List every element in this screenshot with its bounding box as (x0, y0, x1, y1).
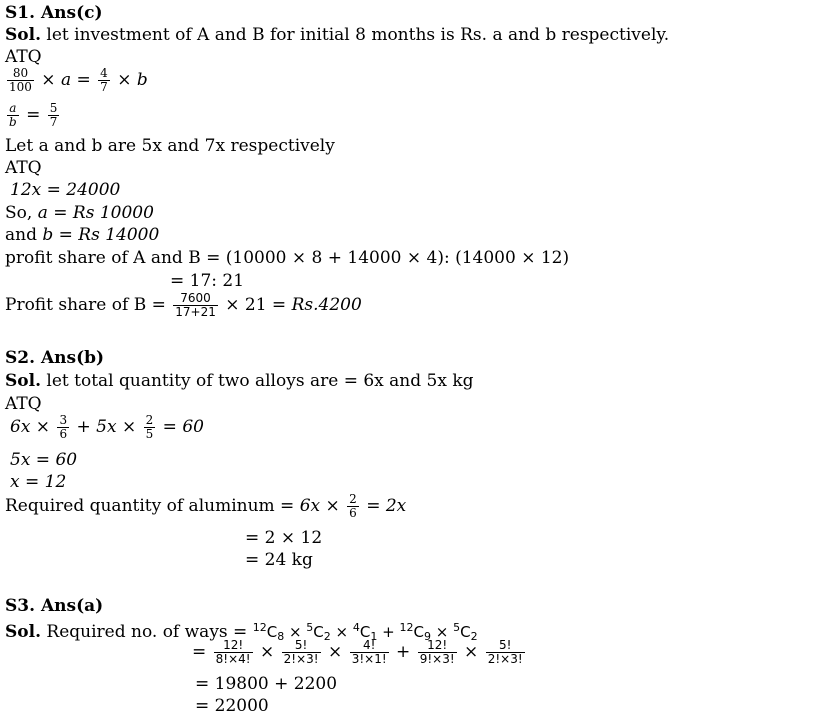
s3-expansion-line: = $\frac{12!}{8!\times 4!}$ × $\frac{5!}{2!\times 3!}$ × $\frac{4!}{3!\times 1!}$ + $\frac{12!}{9!\times 3!}$ × $\frac{5!}{2!\times 3!}$ (192, 638, 523, 666)
s1-eq2-fraction-1: $\frac{a}{b}$ (9, 101, 17, 129)
s1-heading: S1. Ans(c) (5, 3, 103, 23)
s3-fraction-4: $\frac{12!}{9!\times 3!}$ (419, 638, 455, 666)
s1-equation-2: $\frac{a}{b}$ = $\frac{5}{7}$ (9, 101, 58, 129)
s2-equation-2: 5x = 60 (10, 450, 78, 470)
s2-step-1: = 2 × 12 (245, 528, 323, 548)
s2-eq1-fraction-1: $\frac{3}{6}$ (59, 413, 68, 441)
s2-required-line: Required quantity of aluminum = 6x × $\frac{2}{6}$ = 2x (5, 492, 407, 520)
s1-ratio-line: = 17: 21 (170, 271, 245, 291)
s1-profit-b-line: Profit share of B = $\frac{7600}{17+21}$ × 21 = Rs.4200 (5, 291, 362, 319)
s1-sol-label: Sol. (5, 25, 41, 45)
s2-equation-1: 6x × $\frac{3}{6}$ + 5x × $\frac{2}{5}$ = 60 (10, 413, 204, 441)
s2-sol-text: let total quantity of two alloys are = 6x and 5x kg (41, 371, 474, 391)
s1-equation-3: 12x = 24000 (10, 180, 121, 200)
s1-eq2-fraction-2: $\frac{5}{7}$ (49, 101, 58, 129)
s1-equation-1: $\frac{80}{100}$ × a = $\frac{4}{7}$ × b (9, 66, 148, 94)
s3-combination-expression: $^{12}C_8 \times ^5C_2 \times ^4C_1 + ^{12}C_9 \times ^5C_2$ (252, 621, 478, 643)
s1-solution-intro (5, 24, 669, 46)
s2-sol-label: Sol. (5, 371, 41, 391)
s3-fraction-5: $\frac{5!}{2!\times 3!}$ (487, 638, 523, 666)
s1-line-ab: Let a and b are 5x and 7x respectively (5, 136, 335, 156)
s3-fraction-1: $\frac{12!}{8!\times 4!}$ (215, 638, 251, 666)
s3-fraction-2: $\frac{5!}{2!\times 3!}$ (283, 638, 319, 666)
s2-heading: S2. Ans(b) (5, 348, 105, 368)
s2-atq: ATQ (5, 394, 42, 414)
s1-profit-b-fraction: $\frac{7600}{17+21}$ (175, 291, 216, 319)
s3-solution-intro: Sol. Required no. of ways = $^{12}C_8 \times ^5C_2 \times ^4C_1 + ^{12}C_9 \times ^5C_2$ (5, 621, 478, 643)
s3-result-line: = 22000 (195, 696, 269, 716)
s2-step-2: = 24 kg (245, 550, 313, 570)
s2-solution-intro (5, 370, 474, 392)
s2-eq1-fraction-2: $\frac{2}{5}$ (145, 413, 154, 441)
s1-atq-2: ATQ (5, 158, 42, 178)
s3-fraction-3: $\frac{4!}{3!\times 1!}$ (351, 638, 387, 666)
s1-so-line: So, a = Rs 10000 (5, 203, 154, 223)
s1-eq1-fraction-2: $\frac{4}{7}$ (100, 66, 108, 94)
s1-atq-1: ATQ (5, 47, 42, 67)
s2-required-fraction: $\frac{2}{6}$ (349, 492, 357, 520)
s3-sol-label: Sol. (5, 622, 41, 642)
s3-heading: S3. Ans(a) (5, 596, 104, 616)
s1-profit-line: profit share of A and B = (10000 × 8 + 14000 × 4): (14000 × 12) (5, 248, 570, 268)
s3-sum-line: = 19800 + 2200 (195, 674, 338, 694)
s1-sol-text: let investment of A and B for initial 8 months is Rs. a and b respectively. (41, 25, 670, 45)
s2-equation-3: x = 12 (10, 472, 67, 492)
s1-eq1-fraction-1: $\frac{80}{100}$ (9, 66, 32, 94)
s1-and-line: and b = Rs 14000 (5, 225, 160, 245)
